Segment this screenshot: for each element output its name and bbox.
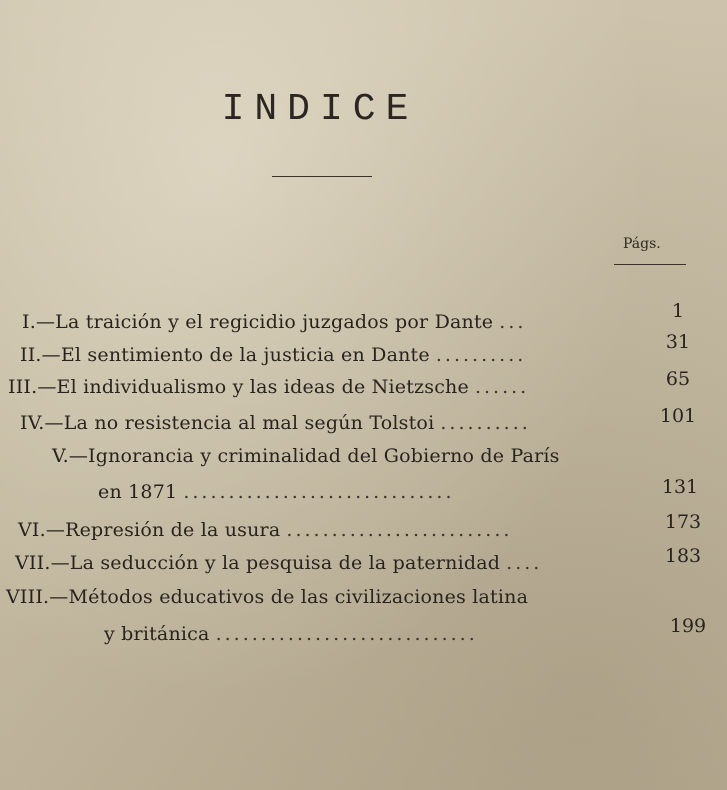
toc-entry-8 [6,582,528,612]
toc-entry-3 [8,372,529,402]
pages-label-underline [614,264,686,265]
toc-entry-title: V.—Ignorancia y criminalidad del Gobierno de París [52,445,560,467]
toc-leader-dots: ...... [474,376,530,398]
toc-entry-6 [18,515,512,545]
toc-entry-4 [20,408,531,438]
toc-page-number: 65 [665,368,691,390]
toc-entry-2 [20,340,526,370]
toc-entry-title: III.—El individualismo y las ideas de Nietzsche [8,376,469,398]
pages-column-label: Págs. [623,236,661,252]
toc-leader-dots: .... [506,552,543,574]
toc-entry-5 [52,441,560,471]
toc-entry-title: VIII.—Métodos educativos de las civilizaciones latina [6,586,529,608]
toc-entry-title: II.—El sentimiento de la justicia en Dante [20,344,430,366]
toc-page-number: 173 [664,511,702,533]
toc-leader-dots: ... [499,311,527,333]
toc-entry-1 [22,307,526,337]
toc-leader-dots: .......... [435,344,527,366]
toc-entry-title: VII.—La seducción y la pesquisa de la paternidad [15,552,501,574]
toc-leader-dots: ......................... [286,519,513,541]
toc-entry-7 [15,548,542,578]
toc-entry-title: IV.—La no resistencia al mal según Tolstoi [20,412,435,434]
toc-page-number: 199 [669,615,707,637]
page-title: INDICE [221,88,419,131]
toc-page-number: 131 [661,476,699,498]
toc-entry-title: VI.—Represión de la usura [18,519,281,541]
toc-leader-dots: .......... [440,412,531,434]
toc-leader-dots: .............................. [183,481,455,503]
toc-entry-title: I.—La traición y el regicidio juzgados por Dante [22,311,494,333]
toc-leader-dots: ............................. [215,623,478,645]
toc-entry-title-continuation: en 1871 [98,481,178,503]
toc-page-number: 31 [665,331,691,353]
toc-entry-8-continuation [104,619,478,649]
toc-page-number: 1 [671,300,685,322]
toc-page-number: 101 [659,405,697,427]
toc-entry-5-continuation [98,477,455,507]
toc-entry-title-continuation: y británica [104,623,210,645]
toc-page-number: 183 [664,545,702,567]
title-divider [272,176,372,177]
